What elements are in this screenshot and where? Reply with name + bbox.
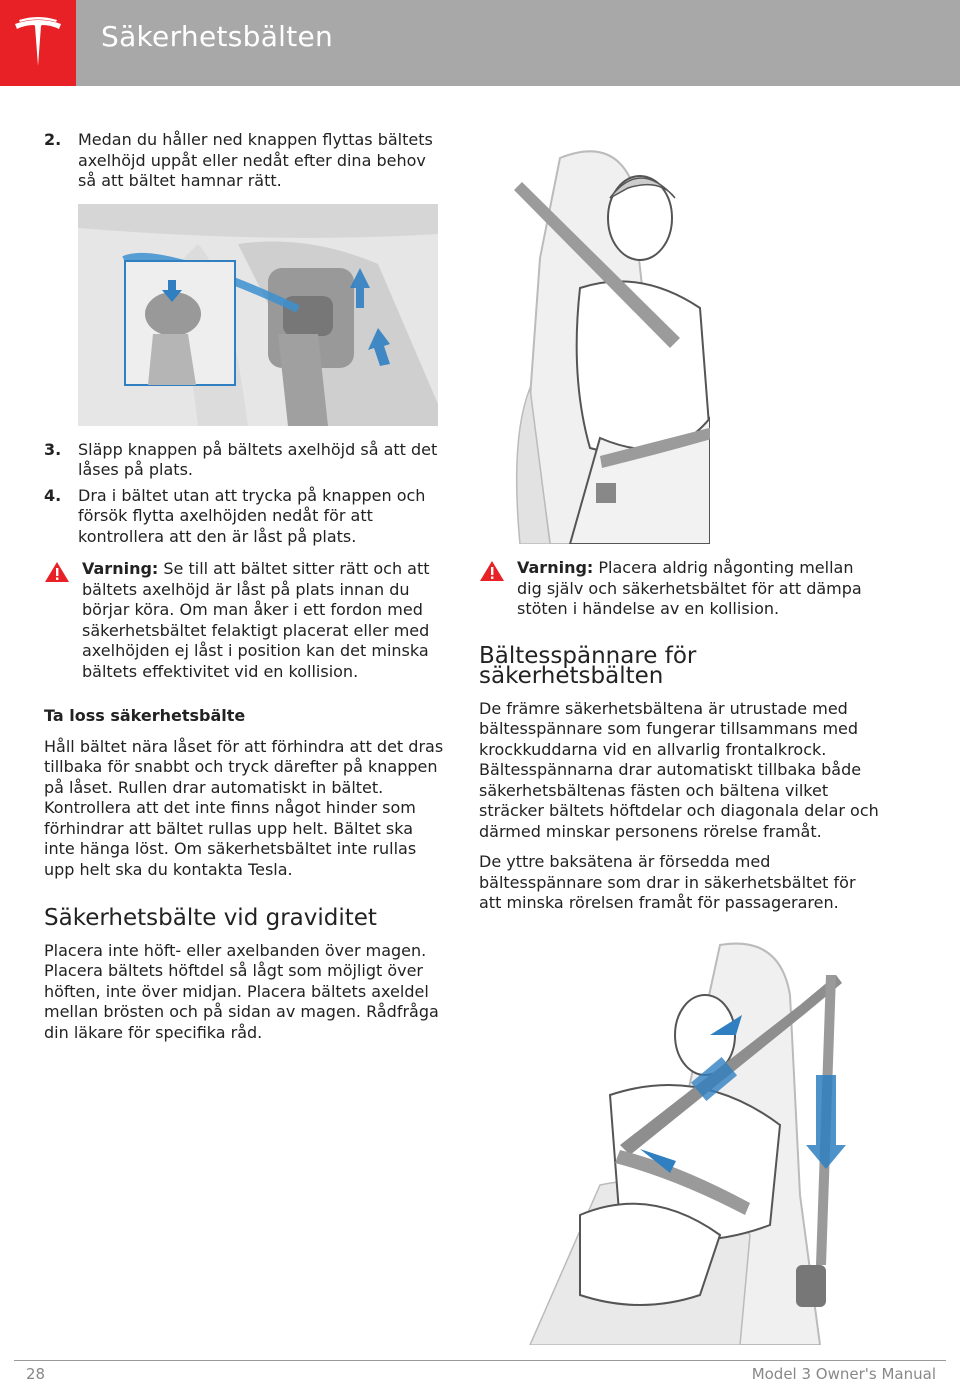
right-column: [479, 558, 879, 914]
manual-title: Model 3 Owner's Manual: [751, 1365, 936, 1383]
tesla-logo-icon: [11, 16, 65, 70]
step-number: 4.: [44, 485, 62, 505]
warning-note: [479, 558, 879, 620]
tesla-logo: [0, 0, 76, 86]
warning-text: Se till att bältet sitter rätt och att bältets axelhöjd är låst på plats innan du börjar köra. Om man åker i ett fordon med säkerhetsbältet felaktigt placerat eller med axelhöjden ej låst i position kan det minska bältets effektivitet vid en kollision.: [82, 559, 430, 681]
step-number: 3.: [44, 439, 62, 459]
shoulder-height-adjuster-illustration: [78, 204, 438, 426]
step-text: Dra i bältet utan att trycka på knappen och försök flytta axelhöjden nedåt för att kontrollera att den är låst på plats.: [78, 485, 426, 546]
step-text: Släpp knappen på bältets axelhöjd så att det låses på plats.: [78, 439, 438, 479]
release-paragraph: Håll bältet nära låset för att förhindra att det dras tillbaka för snabbt och tryck därefter på knappen på låset. Rullen drar automatiskt in bältet. Kontrollera att det inte finns något hinder som förhindrar att bältet rullas upp helt. Bältet ska inte hänga löst. Om säkerhetsbältet inte rullas upp helt ska du kontakta Tesla.: [44, 736, 444, 879]
warning-text: Placera aldrig någonting mellan dig själv och säkerhetsbältet för att dämpa stöten i händelse av en kollision.: [517, 558, 862, 618]
page-header: [0, 0, 960, 86]
section-heading-pretensioners: Bältesspännare för säkerhetsbälten: [479, 642, 697, 689]
section-heading-pregnancy: Säkerhetsbälte vid graviditet: [44, 905, 377, 931]
page-title: Säkerhetsbälten: [101, 20, 334, 53]
warning-triangle-icon: [479, 560, 505, 582]
pretensioner-illustration: [490, 935, 910, 1345]
page-number: 28: [26, 1365, 46, 1383]
warning-triangle-icon: [44, 561, 70, 583]
warning-label: Varning:: [517, 558, 594, 577]
step-3: [44, 440, 444, 481]
left-column: [44, 130, 444, 1043]
pretensioner-paragraph-2: De yttre baksätena är försedda med bältesspännare som drar in säkerhetsbältet för att minska rörelsen framåt för passageraren.: [479, 852, 856, 912]
step-2: [44, 130, 444, 192]
step-number: 2.: [44, 130, 62, 149]
step-text: Medan du håller ned knappen flyttas bältets axelhöjd uppåt eller nedåt efter dina behov så att bältet hamnar rätt.: [78, 130, 433, 190]
warning-note: [44, 559, 444, 682]
pretensioner-paragraph-1: De främre säkerhetsbältena är utrustade med bältesspännare som fungerar tillsammans med krockkuddarna vid en allvarlig frontalkrock. Bältesspännarna drar automatiskt tillbaka både säkerhetsbältenas fästen och bältena vilket sträcker bältets höftdelar och diagonala delar och därmed minskar personens rörelse framåt.: [479, 698, 879, 841]
step-4: [44, 486, 444, 548]
footer-divider: [14, 1360, 946, 1361]
pregnant-seatbelt-illustration: [510, 138, 710, 544]
pregnancy-paragraph: Placera inte höft- eller axelbanden över magen. Placera bältets höftdel så lågt som möjligt över höften, inte över midjan. Placera bältets axeldel mellan brösten och på sidan av magen. Rådfråga din läkare för specifika råd.: [44, 940, 439, 1042]
warning-label: Varning:: [82, 559, 159, 578]
section-heading-release: Ta loss säkerhetsbälte: [44, 706, 246, 725]
